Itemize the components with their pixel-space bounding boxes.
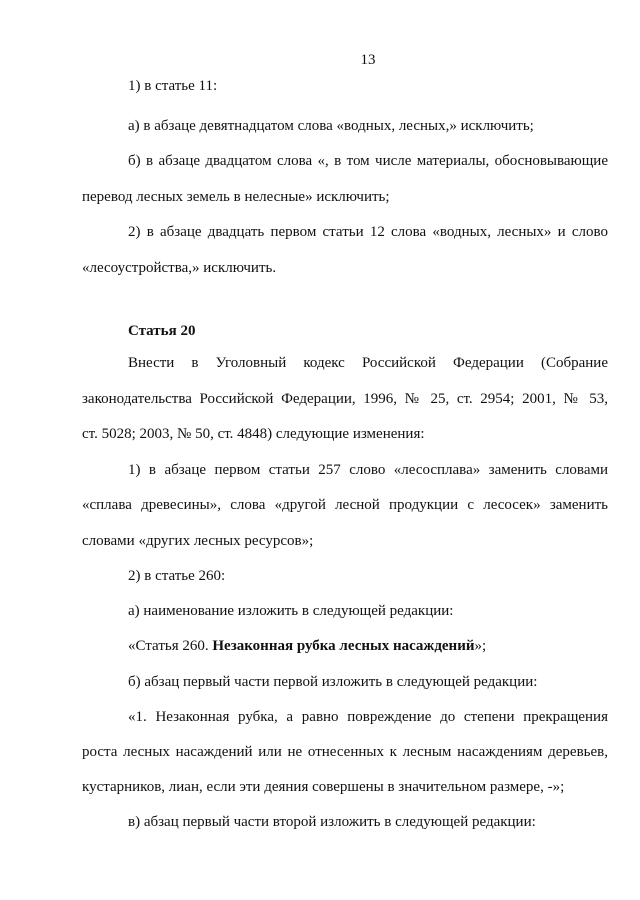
paragraph-line: кустарников, лиан, если эти деяния совершены в значительном размере, -»; [82, 779, 565, 795]
paragraph-line: перевод лесных земель в нелесные» исключить; [82, 189, 390, 205]
paragraph-line: законодательства Российской Федерации, 1996, № 25, ст. 2954; 2001, № 53, [82, 391, 608, 407]
paragraph-line: роста лесных насаждений или не отнесенных к лесным насаждениям деревьев, [82, 744, 608, 760]
paragraph-line: 2) в статье 260: [128, 568, 226, 584]
paragraph-line: а) наименование изложить в следующей редакции: [128, 603, 454, 619]
paragraph-line: б) в абзаце двадцатом слова «, в том числе материалы, обосновывающие [128, 153, 608, 169]
paragraph-line: Внести в Уголовный кодекс Российской Федерации (Собрание [128, 355, 608, 371]
article-heading: Статья 20 [128, 323, 196, 339]
article-title-prefix: «Статья 260. [128, 638, 213, 654]
paragraph-line: б) абзац первый части первой изложить в следующей редакции: [128, 674, 538, 690]
article-title-suffix: »; [474, 638, 487, 654]
paragraph-line [128, 637, 486, 655]
paragraph-line: в) абзац первый части второй изложить в следующей редакции: [128, 814, 536, 830]
paragraph-line: 2) в абзаце двадцать первом статьи 12 слова «водных, лесных» и слово [128, 224, 608, 240]
paragraph-line: «сплава древесины», слова «другой лесной продукции с лесосек» заменить [82, 497, 608, 513]
article-title-bold: Незаконная рубка лесных насаждений [212, 638, 475, 654]
paragraph-line: ст. 5028; 2003, № 50, ст. 4848) следующие изменения: [82, 426, 425, 442]
paragraph-line: «1. Незаконная рубка, а равно повреждение до степени прекращения [128, 709, 608, 725]
paragraph-line: 1) в абзаце первом статьи 257 слово «лесосплава» заменить словами [128, 462, 608, 478]
paragraph-line: словами «других лесных ресурсов»; [82, 533, 314, 549]
paragraph-line: 1) в статье 11: [128, 78, 218, 94]
page-number: 13 [360, 52, 376, 68]
paragraph-line: а) в абзаце девятнадцатом слова «водных, лесных,» исключить; [128, 118, 534, 134]
paragraph-line: «лесоустройства,» исключить. [82, 260, 277, 276]
